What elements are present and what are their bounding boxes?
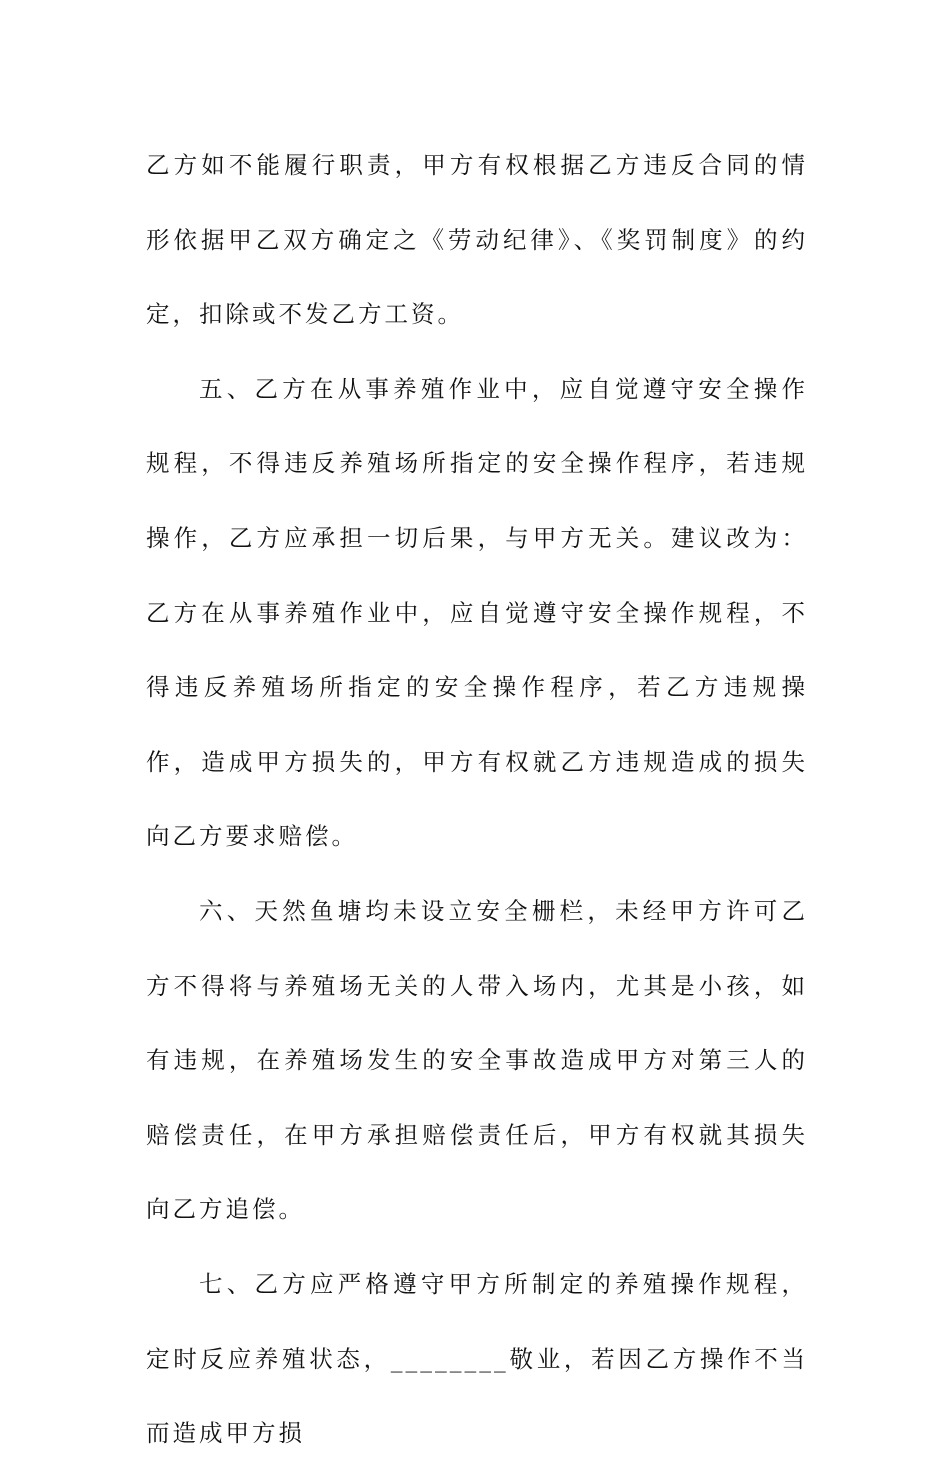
paragraph-clause-6: 六、天然鱼塘均未设立安全栅栏，未经甲方许可乙方不得将与养殖场无关的人带入场内，尤其是小孩，如有违规，在养殖场发生的安全事故造成甲方对第三人的赔偿责任，在甲方承担赔偿责任后，甲方有权就其损失向乙方追偿。 [146,896,808,1224]
paragraph-salary-deduction: 乙方如不能履行职责，甲方有权根据乙方违反合同的情形依据甲乙双方确定之《劳动纪律》、《奖罚制度》的约定，扣除或不发乙方工资。 [146,151,808,329]
paragraph-clause-7: 七、乙方应严格遵守甲方所制定的养殖操作规程，定时反应养殖状态，________敬业，若因乙方操作不当而造成甲方损 [146,1269,808,1448]
paragraph-clause-5: 五、乙方在从事养殖作业中，应自觉遵守安全操作规程，不得违反养殖场所指定的安全操作程序，若违规操作，乙方应承担一切后果，与甲方无关。建议改为：乙方在从事养殖作业中，应自觉遵守安全操作规程，不得违反养殖场所指定的安全操作程序，若乙方违规操作，造成甲方损失的，甲方有权就乙方违规造成的损失向乙方要求赔偿。 [146,374,808,851]
contract-text [146,128,808,1471]
